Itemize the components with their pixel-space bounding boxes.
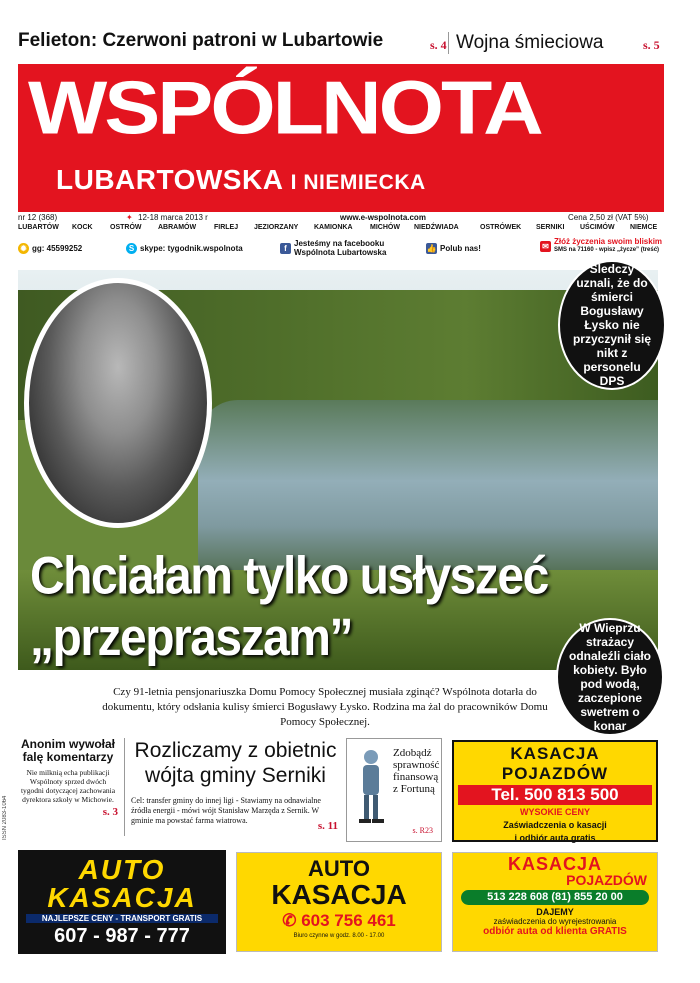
teaser-anonim-desc: Nie milknią echa publikacji Wspólnoty sprzed dwóch tygodni dotyczącej zachowania dyrektora szkoły w Michowie. bbox=[20, 768, 116, 804]
masthead-subtitle-main: LUBARTOWSKA bbox=[56, 164, 283, 195]
teaser-anonim[interactable] bbox=[18, 738, 118, 836]
masthead-subtitle-small: I NIEMIECKA bbox=[290, 171, 426, 194]
ad-kasacja-pojazdow-top[interactable] bbox=[452, 740, 658, 842]
town-item: FIRLEJ bbox=[214, 224, 239, 231]
ad-auto-kasacja-black[interactable] bbox=[18, 850, 226, 954]
town-item: SERNIKI bbox=[536, 224, 565, 231]
town-item: ABRAMÓW bbox=[158, 224, 197, 231]
town-item: NIEMCE bbox=[630, 224, 658, 231]
issue-dates: 12-18 marca 2013 r bbox=[138, 213, 208, 222]
ad4-phone: 513 228 608 (81) 855 20 00 bbox=[461, 890, 649, 905]
masthead bbox=[18, 64, 664, 212]
ad-auto-kasacja-yellow[interactable] bbox=[236, 852, 442, 952]
contact-row bbox=[18, 237, 682, 261]
ad4-line1: DAJEMY bbox=[536, 907, 574, 917]
town-item: KAMIONKA bbox=[314, 224, 353, 231]
town-item: OSTRÓW bbox=[110, 224, 142, 231]
town-item: MICHÓW bbox=[370, 224, 400, 231]
gg-sun-icon: ✹ bbox=[18, 243, 29, 254]
ad1-phone: Tel. 500 813 500 bbox=[458, 785, 652, 805]
headline-line2: „przepraszam” bbox=[30, 608, 352, 667]
ad3-title2: KASACJA bbox=[271, 879, 407, 910]
ad2-tagline: NAJLEPSZE CENY - TRANSPORT GRATIS bbox=[26, 914, 218, 923]
like-button[interactable]: 👍 Polub nas! bbox=[426, 244, 481, 253]
ad2-title2: KASACJA bbox=[47, 882, 197, 913]
headline-line1: Chciałam tylko usłyszeć bbox=[30, 547, 548, 606]
website-link[interactable]: www.e-wspolnota.com bbox=[340, 213, 426, 222]
town-item: JEZIORZANY bbox=[254, 224, 299, 231]
town-item: KOCK bbox=[72, 224, 93, 231]
top-teaser-bar bbox=[18, 30, 682, 60]
teaser-serniki-desc: Cel: transfer gminy do innej ligi - Stawiamy na odnawialne źródła energii - mówi wójt Stanisław Marzęda z Sernik. W gminie ma powstać farma wiatrowa. bbox=[131, 796, 321, 825]
facebook-icon: f bbox=[280, 243, 291, 254]
issue-date-icon: ✦ bbox=[126, 213, 133, 222]
facebook-contact[interactable]: f Jesteśmy na facebooku Wspólnota Lubartowska bbox=[280, 239, 386, 257]
ad3-hours: Biuro czynne w godz. 8.00 - 17.00 bbox=[293, 933, 385, 939]
thumbs-up-icon: 👍 bbox=[426, 244, 437, 253]
masthead-title: WSPÓLNOTA bbox=[28, 65, 541, 150]
ad1-title2: POJAZDÓW bbox=[501, 764, 609, 783]
portrait-image bbox=[29, 283, 207, 523]
teaser-fortuna[interactable] bbox=[346, 738, 442, 842]
teaser-anonim-title: Anonim wywołał falę komentarzy bbox=[20, 737, 115, 764]
teaser-serniki-title: Rozliczamy z obietnic wójta gminy Serniki bbox=[134, 739, 337, 787]
teaser-serniki[interactable] bbox=[124, 738, 340, 836]
ad3-title1: AUTO bbox=[308, 856, 370, 881]
bubble-firefighters: W Wieprzu strażacy odnaleźli ciało kobiety. Było pod wodą, zaczepione swetrem o konar bbox=[556, 618, 664, 736]
ad1-line3: i odbiór auta gratis bbox=[514, 833, 596, 843]
ad2-title1: AUTO bbox=[78, 854, 166, 885]
ad4-title1: KASACJA bbox=[507, 854, 602, 874]
main-headline[interactable] bbox=[30, 546, 548, 669]
teaser-serniki-page: s. 11 bbox=[317, 820, 338, 832]
ad4-line3: odbiór auta od klienta GRATIS bbox=[483, 926, 627, 937]
bubble-investigation: Śledczy uznali, że do śmierci Bogusławy Łysko nie przyczynił się nikt z personelu DPS bbox=[558, 260, 666, 390]
ad1-title1: KASACJA bbox=[510, 744, 600, 763]
ad4-title2: POJAZDÓW bbox=[566, 872, 647, 888]
ad4-line2: zaświadczenia do wyrejestrowania bbox=[493, 917, 617, 926]
ad1-line2: Zaświadczenia o kasacji bbox=[503, 820, 607, 830]
ad2-phone: 607 - 987 - 777 bbox=[54, 925, 190, 947]
teaser-anonim-page: s. 3 bbox=[102, 806, 118, 818]
ad3-phone: ✆ 603 756 461 bbox=[282, 911, 396, 930]
skype-contact[interactable]: S skype: tygodnik.wspolnota bbox=[126, 243, 243, 254]
masthead-subtitle bbox=[56, 164, 426, 196]
town-item: UŚCIMÓW bbox=[580, 224, 615, 231]
cartoon-man-icon bbox=[353, 747, 389, 827]
issue-price: Cena 2,50 zł (VAT 5%) bbox=[568, 213, 649, 222]
teaser-waste-war[interactable]: Wojna śmieciowa bbox=[456, 32, 604, 53]
teaser-fortuna-page: s. R23 bbox=[412, 826, 433, 835]
sms-wishes[interactable]: ✉ Złóż życzenia swoim bliskim SMS na 71160 - wpisz „życze” (treść) bbox=[540, 237, 662, 255]
issn-barcode-text: ISSN 2083-1064 bbox=[2, 795, 8, 840]
towns-row bbox=[18, 224, 682, 235]
ad-kasacja-pojazdow-bottom[interactable] bbox=[452, 852, 658, 952]
lead-paragraph: Czy 91-letnia pensjonariuszka Domu Pomocy Społecznej musiała zginąć? Wspólnota dotarła do dokumentu, który odsłania kulisy śmierci Bogusławy Łysko. Rodzina ma żal do pracowników Domu Pomocy Społecznej. bbox=[102, 686, 548, 728]
issue-number: nr 12 (368) bbox=[18, 213, 58, 222]
phone-icon: ✉ bbox=[540, 241, 551, 252]
portrait-photo bbox=[24, 278, 212, 528]
teaser-feuilleton[interactable]: Felieton: Czerwoni patroni w Lubartowie bbox=[18, 30, 384, 51]
town-item: NIEDŹWIADA bbox=[414, 224, 459, 231]
teaser-divider bbox=[448, 32, 449, 54]
town-item: OSTRÓWEK bbox=[480, 224, 522, 231]
town-item: LUBARTÓW bbox=[18, 224, 59, 231]
teaser-waste-war-page: s. 5 bbox=[643, 38, 660, 52]
ad1-line1: WYSOKIE CENY bbox=[519, 807, 590, 817]
gg-contact[interactable]: ✹ gg: 45599252 bbox=[18, 243, 82, 254]
skype-icon: S bbox=[126, 243, 137, 254]
teaser-feuilleton-page: s. 4 bbox=[430, 38, 447, 52]
teaser-fortuna-text: Zdobądź sprawność finansową z Fortuną bbox=[393, 747, 440, 795]
